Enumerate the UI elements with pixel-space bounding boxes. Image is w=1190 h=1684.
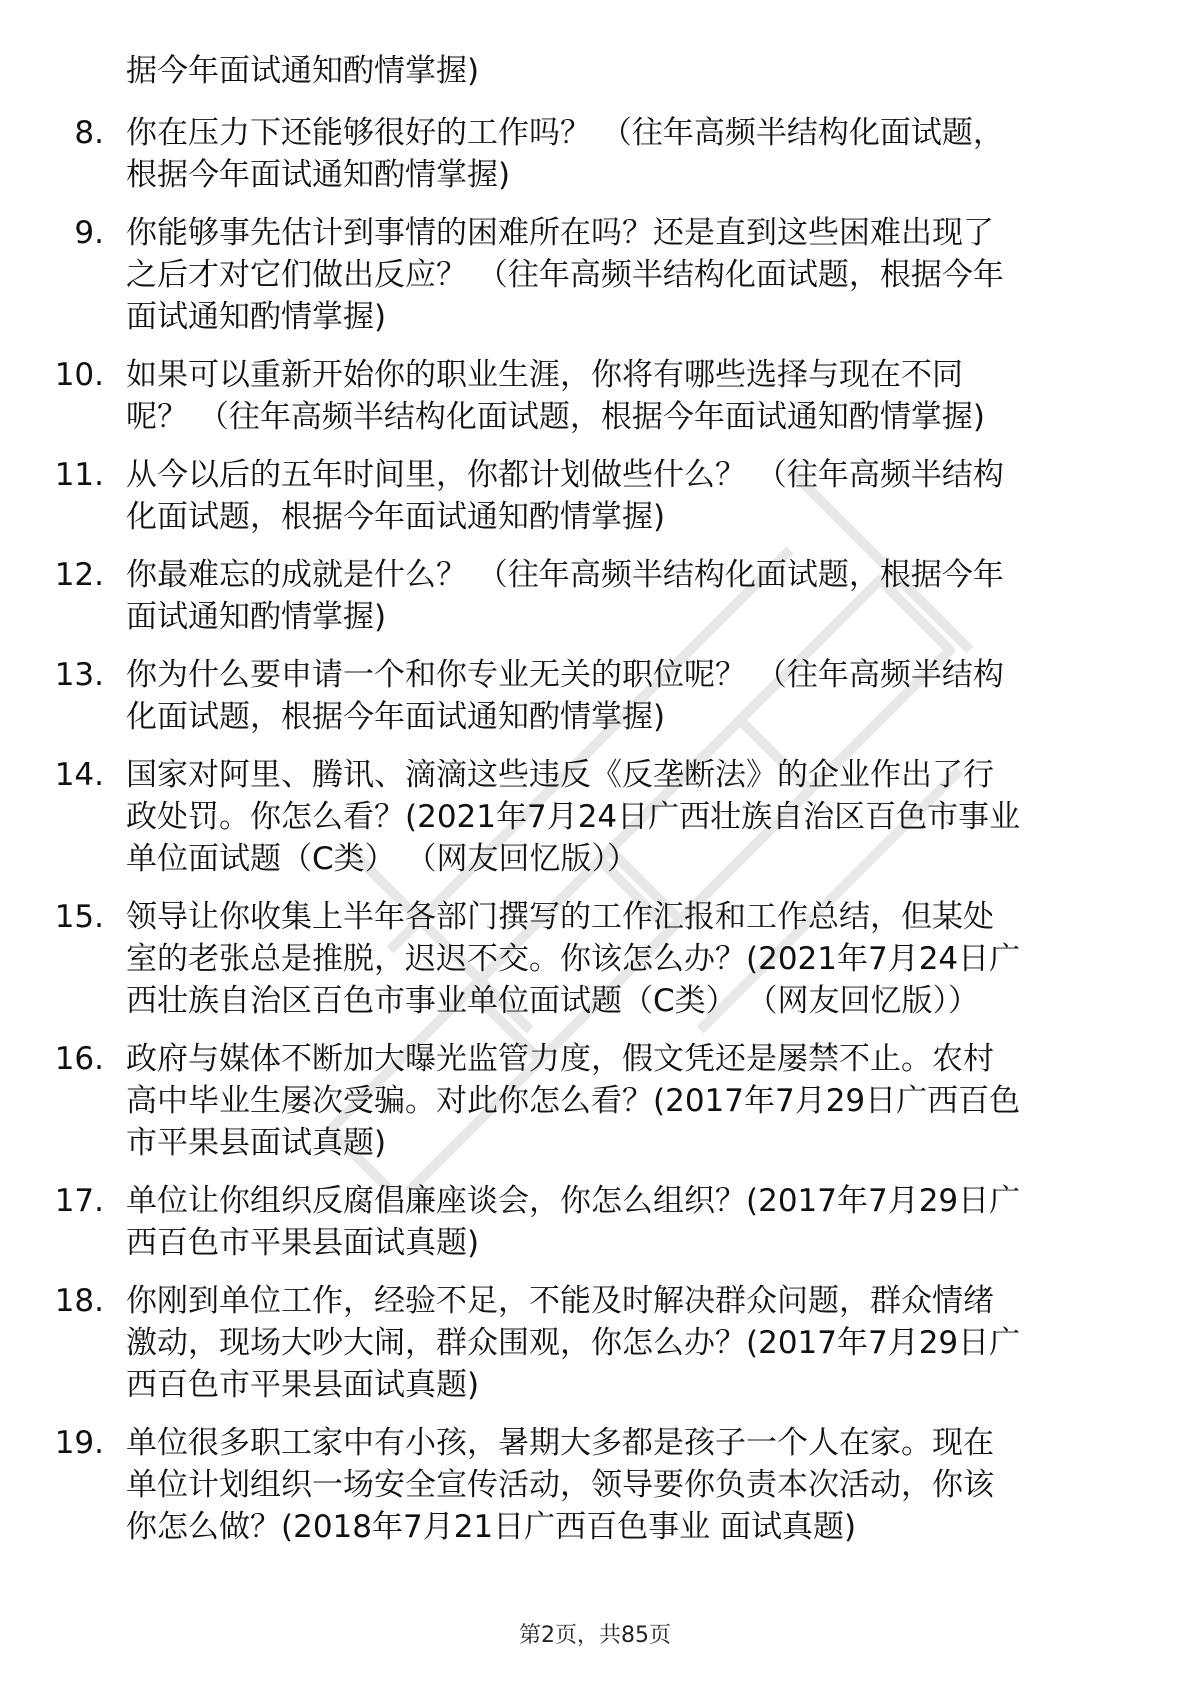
question-number: 12. [54,557,104,593]
question-line: 单位面试题（C类） （网友回忆版）） [126,841,638,877]
question-line: 你在压力下还能够很好的工作吗？ （往年高频半结构化面试题， [126,115,1004,151]
question-line: 从今以后的五年时间里，你都计划做些什么？ （往年高频半结构 [126,457,1004,493]
question-number: 9. [74,215,104,251]
question-line: 你能够事先估计到事情的困难所在吗？还是直到这些困难出现了 [126,215,994,251]
question-line: 面试通知酌情掌握) [126,599,387,635]
question-number: 8. [74,115,104,151]
question-line: 你怎么做？(2018年7月21日广西百色事业 面试真题) [126,1509,857,1545]
question-text [126,354,1116,438]
list-item [0,1038,1190,1164]
question-line: 激动，现场大吵大闹，群众围观，你怎么办？(2017年7月29日广 [126,1325,1021,1361]
question-line: 领导让你收集上半年各部门撰写的工作汇报和工作总结，但某处 [126,899,994,935]
question-number: 14. [54,757,104,793]
question-line: 国家对阿里、腾讯、滴滴这些违反《反垄断法》的企业作出了行 [126,757,994,793]
list-item [0,454,1190,538]
list-item [0,554,1190,638]
question-line: 市平果县面试真题) [126,1125,387,1161]
question-text [126,1422,1116,1548]
question-text [126,1180,1116,1264]
question-line: 你刚到单位工作，经验不足，不能及时解决群众问题，群众情绪 [126,1283,994,1319]
question-line: 政处罚。你怎么看？(2021年7月24日广西壮族自治区百色市事业 [126,799,1021,835]
question-line: 单位计划组织一场安全宣传活动，领导要你负责本次活动，你该 [126,1467,994,1503]
list-item [0,112,1190,196]
list-item [0,212,1190,338]
question-number: 13. [54,657,104,693]
question-line: 室的老张总是推脱，迟迟不交。你该怎么办？(2021年7月24日广 [126,941,1021,977]
question-number: 11. [54,457,104,493]
question-line: 呢？ （往年高频半结构化面试题，根据今年面试通知酌情掌握) [126,399,985,435]
question-line: 政府与媒体不断加大曝光监管力度，假文凭还是屡禁不止。农村 [126,1041,994,1077]
question-text [126,554,1116,638]
question-number: 10. [54,357,104,393]
question-line: 西百色市平果县面试真题) [126,1225,480,1261]
list-item [0,754,1190,880]
question-line: 化面试题，根据今年面试通知酌情掌握) [126,499,666,535]
list-item [0,354,1190,438]
question-text [126,112,1116,196]
question-line: 如果可以重新开始你的职业生涯，你将有哪些选择与现在不同 [126,357,963,393]
list-item [0,1180,1190,1264]
page-footer: 第2页，共85页 [519,1623,671,1648]
question-line: 面试通知酌情掌握) [126,299,387,335]
question-line: 你为什么要申请一个和你专业无关的职位呢？ （往年高频半结构 [126,657,1004,693]
question-text [126,1280,1116,1406]
question-line: 西壮族自治区百色市事业单位面试题（C类） （网友回忆版）） [126,983,979,1019]
question-line: 你最难忘的成就是什么？ （往年高频半结构化面试题，根据今年 [126,557,1004,593]
list-item [0,654,1190,738]
question-text [126,896,1116,1022]
continuation-text: 据今年面试通知酌情掌握) [126,53,480,89]
question-line: 西百色市平果县面试真题) [126,1367,480,1403]
question-line: 高中毕业生屡次受骗。对此你怎么看？(2017年7月29日广西百色 [126,1083,1021,1119]
question-text [126,454,1116,538]
question-number: 17. [54,1183,104,1219]
question-text [126,212,1116,338]
question-text [126,754,1116,880]
question-text [126,1038,1116,1164]
question-line: 化面试题，根据今年面试通知酌情掌握) [126,699,666,735]
question-list [0,112,1190,1564]
question-line: 根据今年面试通知酌情掌握) [126,157,511,193]
list-item [0,1280,1190,1406]
question-number: 18. [54,1283,104,1319]
question-number: 15. [54,899,104,935]
question-line: 单位很多职工家中有小孩，暑期大多都是孩子一个人在家。现在 [126,1425,994,1461]
question-text [126,654,1116,738]
question-number: 16. [54,1041,104,1077]
question-number: 19. [54,1425,104,1461]
question-line: 之后才对它们做出反应？ （往年高频半结构化面试题，根据今年 [126,257,1004,293]
list-item [0,1422,1190,1548]
list-item [0,896,1190,1022]
question-line: 单位让你组织反腐倡廉座谈会，你怎么组织？(2017年7月29日广 [126,1183,1021,1219]
